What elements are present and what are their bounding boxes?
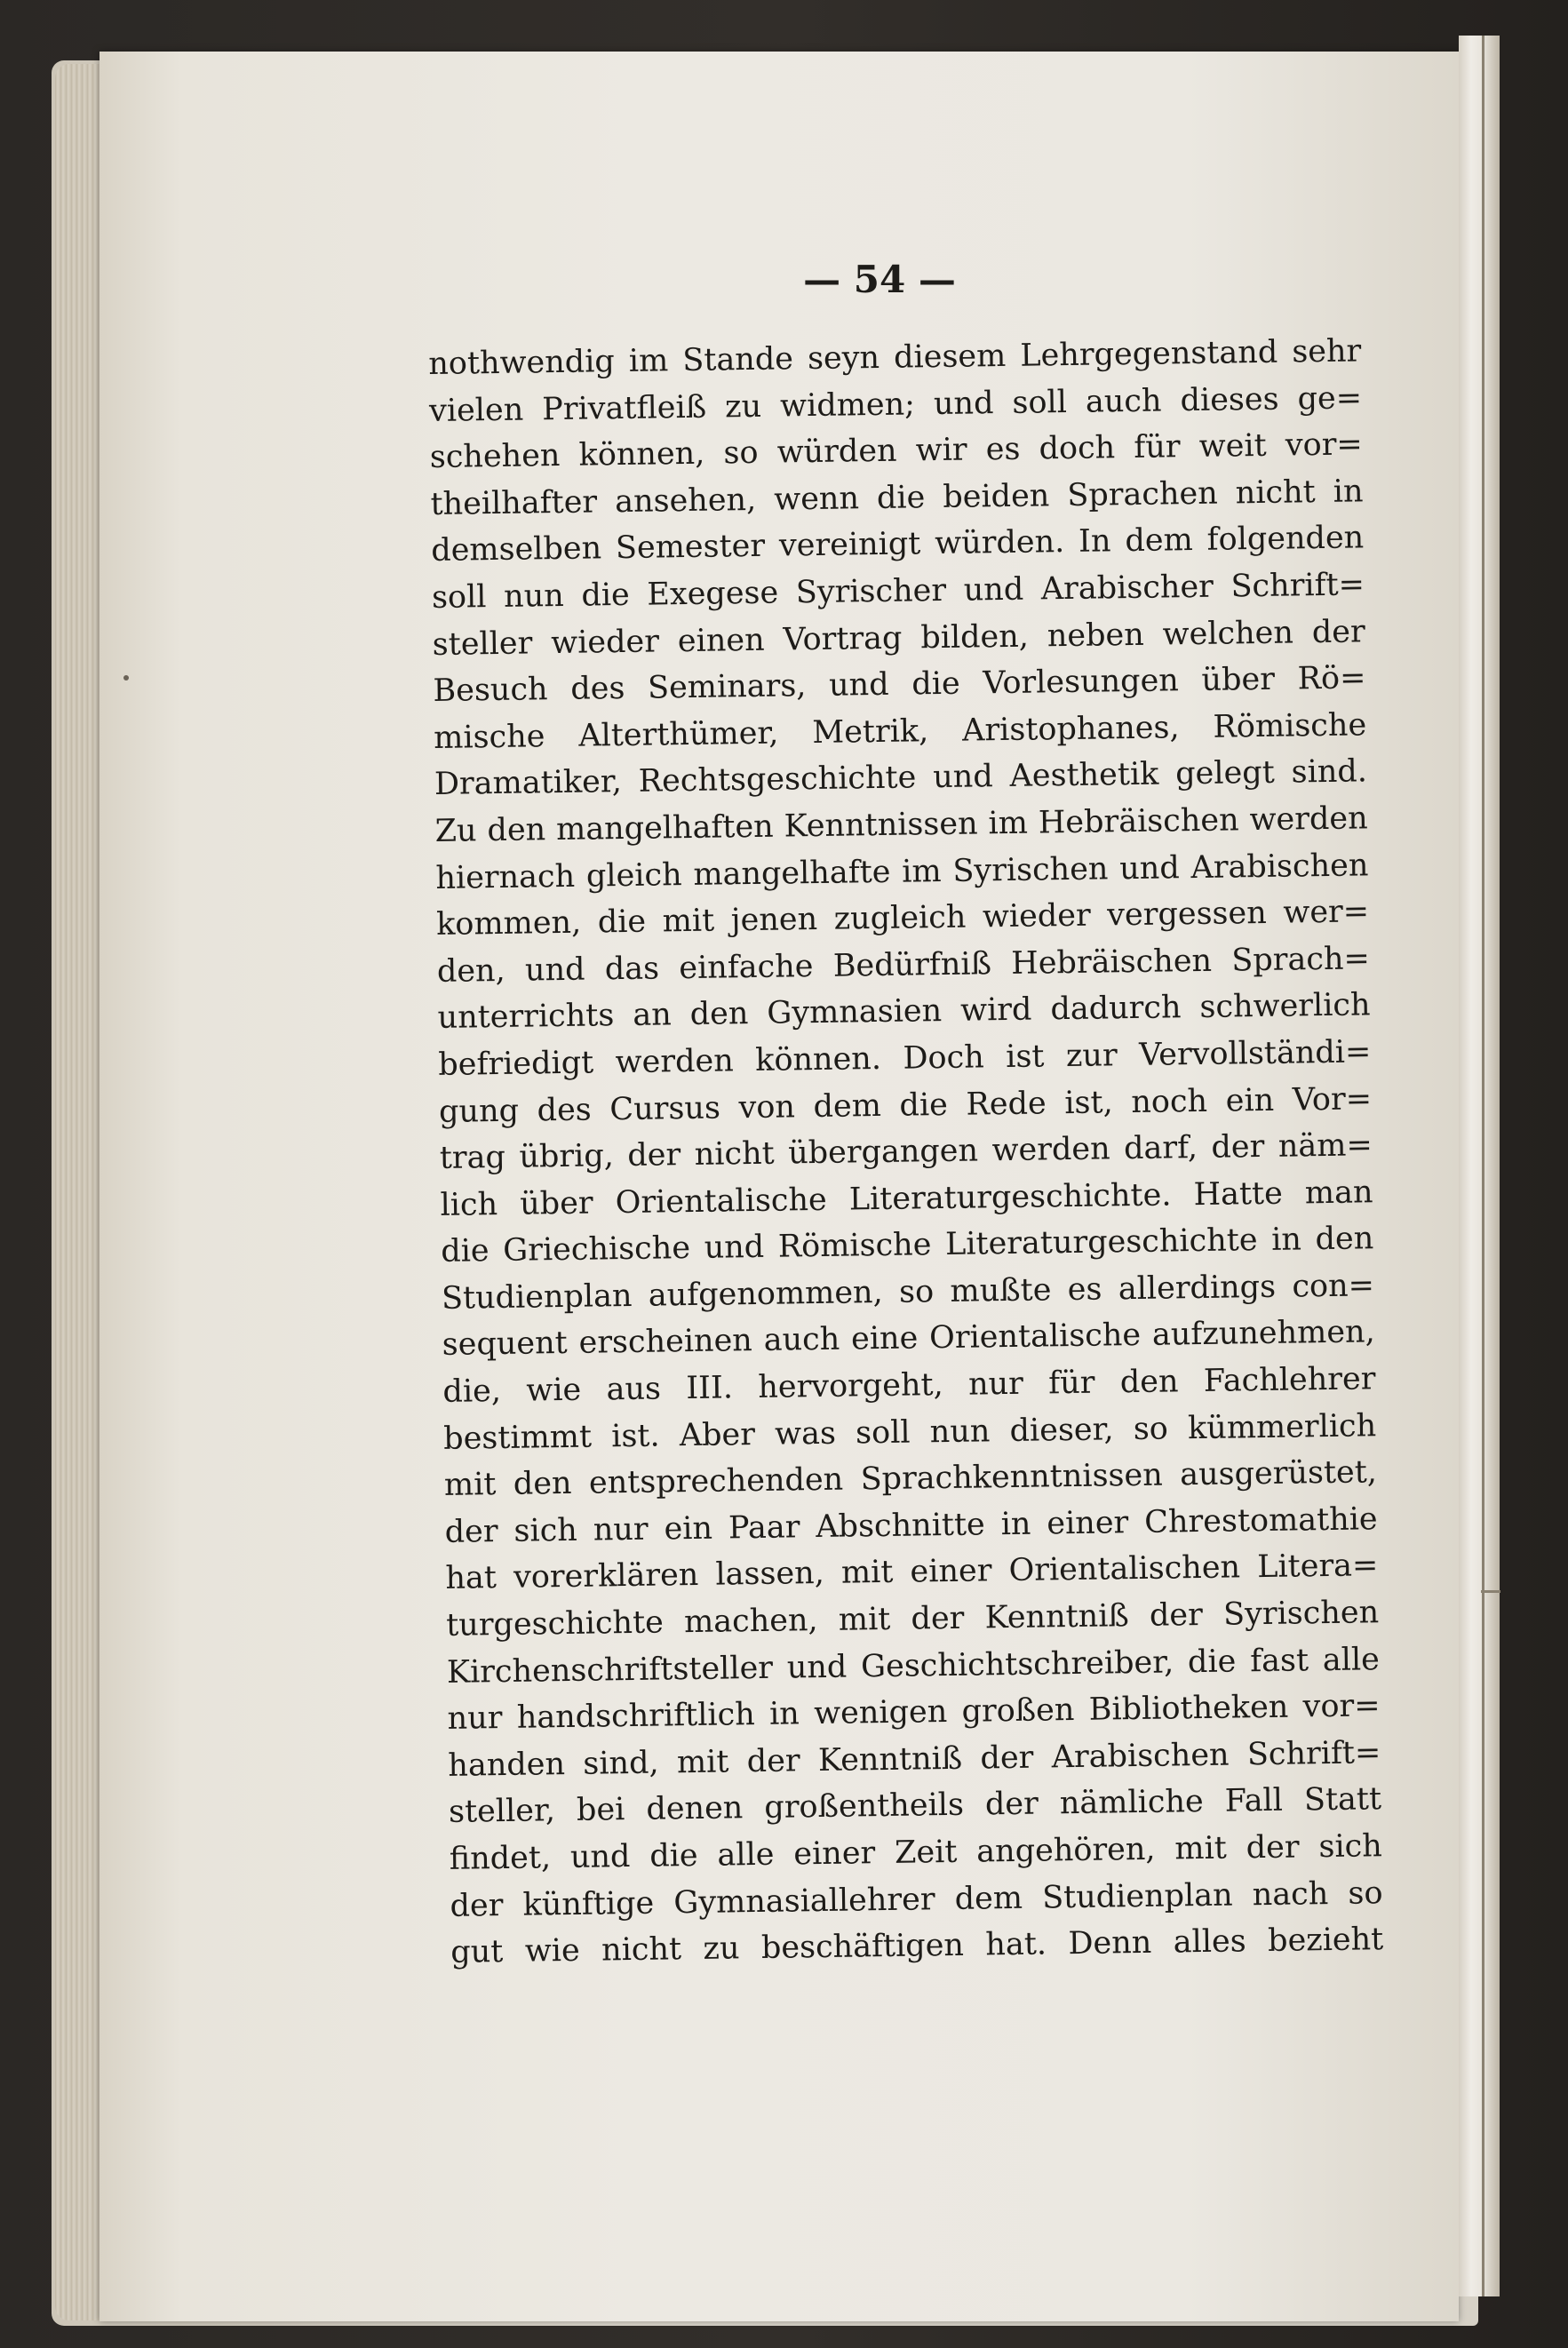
text-line: findet, und die alle einer Zeit angehören, mit der sich [449, 1828, 1383, 1877]
facing-page-edge [1459, 36, 1500, 2296]
text-line: steller wieder einen Vortrag bilden, neben welchen der [432, 613, 1365, 663]
text-line: befriedigt werden können. Doch ist zur Vervollständi= [438, 1034, 1372, 1083]
text-line: Zu den mangelhaften Kenntnissen im Hebräischen werden [434, 800, 1368, 849]
text-line: gung des Cursus von dem die Rede ist, noch ein Vor= [438, 1080, 1373, 1130]
text-line: mit den entsprechenden Sprachkenntnissen ausgerüstet, [443, 1454, 1378, 1504]
text-line: soll nun die Exegese Syrischer und Arabischer Schrift= [431, 567, 1365, 616]
text-line: Kirchenschriftsteller und Geschichtschreiber, die fast alle [446, 1641, 1381, 1691]
gutter-mark [1481, 1590, 1500, 1593]
text-line: handen sind, mit der Kenntniß der Arabischen Schrift= [448, 1734, 1381, 1784]
text-line: turgeschichte machen, mit der Kenntniß der Syrischen [445, 1595, 1380, 1644]
page-number-header: — 54 — [803, 258, 956, 301]
text-line: der sich nur ein Paar Abschnitte in einer Chrestomathie [444, 1501, 1378, 1550]
text-line: mische Alterthümer, Metrik, Aristophanes, Römische [433, 707, 1367, 756]
text-line: steller, bei denen großentheils der nämliche Fall Statt [448, 1781, 1382, 1831]
text-line: hiernach gleich mangelhafte im Syrischen und Arabischen [435, 847, 1369, 896]
text-line: gut wie nicht zu beschäftigen hat. Denn alles bezieht [450, 1922, 1384, 1971]
margin-spot [123, 675, 129, 681]
text-line: demselben Semester vereinigt würden. In dem folgenden [431, 520, 1365, 569]
text-line: theilhafter ansehen, wenn die beiden Sprachen nicht in [430, 474, 1364, 522]
text-line: sequent erscheinen auch eine Orientalische aufzunehmen, [442, 1314, 1375, 1364]
text-line: schehen können, so würden wir es doch für weit vor= [429, 426, 1364, 476]
text-line: nothwendig im Stande seyn diesem Lehrgegenstand sehr [428, 333, 1362, 382]
text-line: nur handschriftlich in wenigen großen Bibliotheken vor= [447, 1688, 1381, 1738]
text-line: unterrichts an den Gymnasien wird dadurch schwerlich [437, 987, 1371, 1037]
text-line: Besuch des Seminars, und die Vorlesungen über Rö= [433, 660, 1366, 710]
text-line: lich über Orientalische Literaturgeschichte. Hatte man [440, 1174, 1373, 1223]
text-line: vielen Privatfleiß zu widmen; und soll auch dieses ge= [428, 379, 1363, 429]
text-line: den, und das einfache Bedürfniß Hebräischen Sprach= [436, 940, 1371, 990]
text-line: kommen, die mit jenen zugleich wieder vergessen wer= [435, 894, 1370, 943]
text-line: der künftige Gymnasiallehrer dem Studienplan nach so [450, 1874, 1383, 1924]
text-line: die Griechische und Römische Literaturgeschichte in den [441, 1221, 1374, 1270]
text-line: Dramatiker, Rechtsgeschichte und Aesthetik gelegt sind. [434, 753, 1368, 803]
text-line: trag übrig, der nicht übergangen werden darf, der näm= [439, 1127, 1373, 1177]
text-line: Studienplan aufgenommen, so mußte es allerdings con= [441, 1268, 1375, 1317]
body-text [428, 328, 1384, 1976]
text-line: hat vorerklären lassen, mit einer Orientalischen Litera= [445, 1548, 1379, 1597]
gutter-line [1482, 36, 1484, 2296]
text-line: die, wie aus III. hervorgeht, nur für den Fachlehrer [442, 1361, 1376, 1410]
text-line: bestimmt ist. Aber was soll nun dieser, so kümmerlich [442, 1407, 1377, 1457]
